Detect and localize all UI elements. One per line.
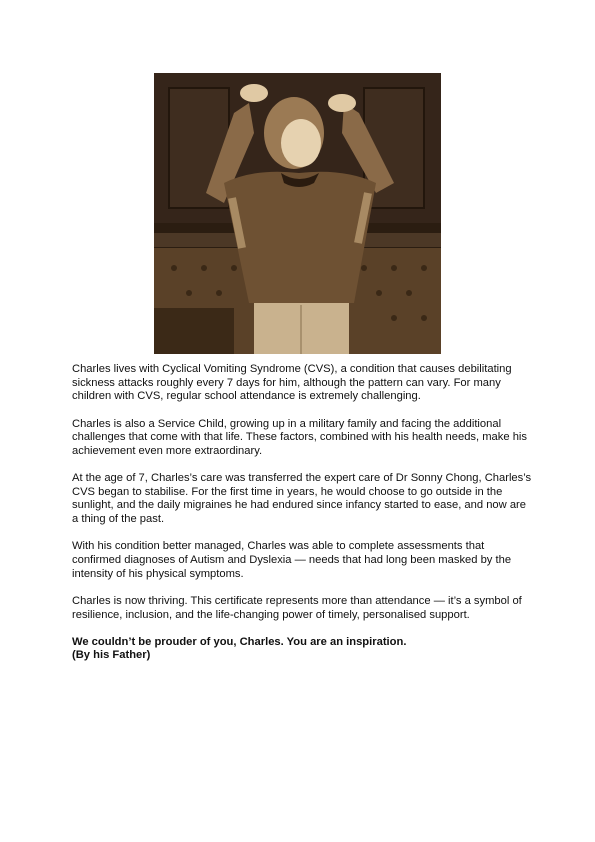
paragraph-cvs: Charles lives with Cyclical Vomiting Syndrome (CVS), a condition that causes debilitating sickness attacks roughly every 7 days for him, although the pattern can vary. For many children with CVS, regular school attendance is extremely challenging. xyxy=(72,363,512,403)
paragraph-diagnoses: With his condition better managed, Charles was able to complete assessments that confirmed diagnoses of Autism and Dyslexia — needs that had long been masked by the intensity of his physical symptoms. xyxy=(72,540,512,580)
photo-illustration xyxy=(154,73,441,354)
closing-line-1: We couldn’t be prouder of you, Charles. You are an inspiration. xyxy=(72,635,407,648)
closing-line-2: (By his Father) xyxy=(72,649,151,662)
paragraph-service-child: Charles is also a Service Child, growing up in a military family and facing the additional challenges that come with that life. These factors, combined with his health needs, make his achievement even more extraordinary. xyxy=(72,417,527,457)
closing-statement xyxy=(72,636,532,663)
paragraph-thriving: Charles is now thriving. This certificate represents more than attendance — it’s a symbol of resilience, inclusion, and the life-changing power of timely, personalised support. xyxy=(72,594,522,621)
certificate-text xyxy=(72,363,532,677)
photo-boy-dancing xyxy=(154,73,441,354)
paragraph-care-transfer: At the age of 7, Charles’s care was transferred the expert care of Dr Sonny Chong, Charles’s CVS began to stabilise. For the first time in years, he would choose to go outside in the sunlight, and the daily migraines he had endured since infancy started to ease, and now are a thing of the past. xyxy=(72,472,532,525)
